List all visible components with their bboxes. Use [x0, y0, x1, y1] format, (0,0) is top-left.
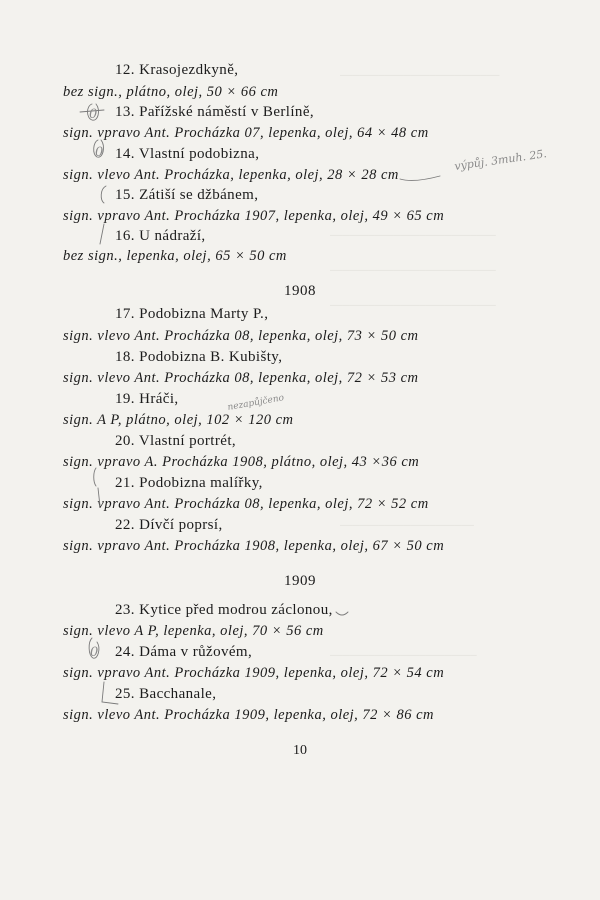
entry-title: 17. Podobizna Marty P., — [115, 306, 269, 322]
bleed-through-text: ─────────────────────── — [330, 650, 477, 660]
handwritten-note: nezapůjčeno — [226, 393, 285, 413]
pencil-circle-mark — [88, 104, 99, 120]
pencil-circle-mark — [94, 140, 104, 157]
entry-title: 18. Podobizna B. Kubišty, — [115, 349, 283, 365]
entry-title: 12. Krasojezdkyně, — [115, 62, 239, 78]
entry-details: sign. vlevo Ant. Procházka 1909, lepenka, olej, 72 × 86 cm — [63, 707, 435, 723]
entry-title: 25. Bacchanale, — [115, 686, 217, 702]
bleed-through-text: ────────────────────────── — [330, 230, 496, 240]
bleed-through-text: ────────────────────────── — [330, 300, 496, 310]
entry-details: sign. vpravo Ant. Procházka 07, lepenka, olej, 64 × 48 cm — [63, 125, 429, 141]
entry-details: sign. A P, plátno, olej, 102 × 120 cm — [63, 412, 294, 428]
bleed-through-text: ────────────────────────── — [330, 265, 496, 275]
entry-details: sign. vlevo A P, lepenka, olej, 70 × 56 cm — [63, 623, 324, 639]
entry-title: 21. Podobizna malířky, — [115, 475, 263, 491]
bleed-through-text: ───────────────────── — [340, 520, 474, 530]
entry-details: sign. vlevo Ant. Procházka, lepenka, olej, 28 × 28 cm — [63, 167, 399, 183]
entry-details: sign. vpravo Ant. Procházka 08, lepenka, olej, 72 × 52 cm — [63, 496, 429, 512]
entry-details: sign. vpravo Ant. Procházka 1908, lepenka, olej, 67 × 50 cm — [63, 538, 445, 554]
pencil-stroke-mark — [400, 176, 440, 180]
entry-title: 15. Zátiší se džbánem, — [115, 187, 259, 203]
entry-details: sign. vpravo Ant. Procházka 1909, lepenka, olej, 72 × 54 cm — [63, 665, 445, 681]
entry-details: sign. vlevo Ant. Procházka 08, lepenka, olej, 73 × 50 cm — [63, 328, 419, 344]
entry-title: 19. Hráči, — [115, 391, 179, 407]
entry-title: 22. Dívčí poprsí, — [115, 517, 223, 533]
entry-details: bez sign., lepenka, olej, 65 × 50 cm — [63, 248, 287, 264]
pencil-circle-mark — [89, 638, 99, 658]
entry-title: 20. Vlastní portrét, — [115, 433, 237, 449]
year-heading: 1909 — [284, 573, 316, 589]
handwritten-note: 0 — [89, 107, 98, 122]
entry-details: sign. vpravo Ant. Procházka 1907, lepenka, olej, 49 × 65 cm — [63, 208, 445, 224]
entry-title: 16. U nádraží, — [115, 228, 206, 244]
entry-title: 13. Pařížské náměstí v Berlíně, — [115, 104, 315, 120]
entry-title: 14. Vlastní podobizna, — [115, 146, 260, 162]
bleed-through-text: ───────────────────────── — [340, 70, 500, 80]
year-heading: 1908 — [284, 283, 316, 299]
page-number: 10 — [293, 743, 307, 758]
entry-details: bez sign., plátno, olej, 50 × 66 cm — [63, 84, 279, 100]
entry-title: 24. Dáma v růžovém, — [115, 644, 253, 660]
handwritten-note: 0 — [90, 645, 99, 660]
pencil-stroke-mark — [336, 612, 348, 615]
entry-title: 23. Kytice před modrou záclonou, — [115, 602, 333, 618]
pencil-stroke-mark — [101, 186, 106, 203]
entry-details: sign. vpravo A. Procházka 1908, plátno, olej, 43 ×36 cm — [63, 454, 420, 470]
handwritten-note: výpůj. 3muh. 25. — [453, 147, 548, 173]
pencil-stroke-mark — [80, 110, 104, 112]
handwritten-note: 0 — [95, 145, 104, 160]
entry-details: sign. vlevo Ant. Procházka 08, lepenka, olej, 72 × 53 cm — [63, 370, 419, 386]
pencil-stroke-mark — [100, 224, 104, 244]
